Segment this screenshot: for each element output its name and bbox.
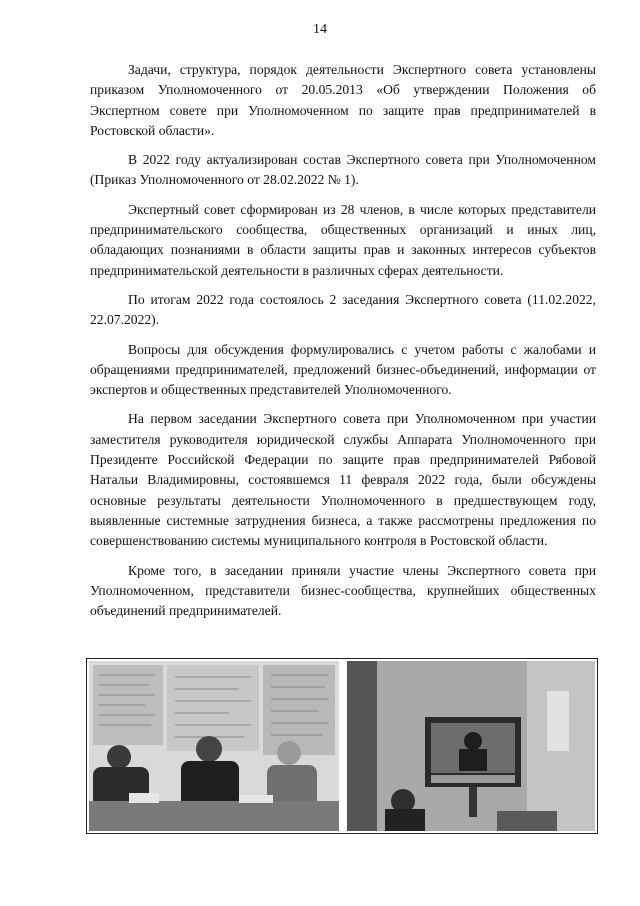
- paragraph-2: В 2022 году актуализирован состав Экспертного совета при Уполномоченном (Приказ Уполномоченного от 28.02.2022 № 1).: [90, 152, 596, 188]
- paragraph-5: Вопросы для обсуждения формулировались с учетом работы с жалобами и обращениями предпринимателей, предложений бизнес-объединений, информации от экспертов и общественных представителей Уполномоченного.: [90, 341, 596, 398]
- page-number: 14: [313, 22, 327, 37]
- meeting-photo-left: [89, 661, 341, 831]
- paragraph-3: Экспертный совет сформирован из 28 членов, в числе которых представители предпринимательского сообщества, общественных организаций и иных лиц, обладающих познаниями в области защиты прав и законных интересов субъектов предпринимательской деятельности в различных сферах деятельности.: [90, 201, 596, 278]
- photo-block: [86, 658, 598, 834]
- paragraph-7: Кроме того, в заседании приняли участие члены Экспертного совета при Уполномоченном, представители бизнес-сообщества, крупнейших общественных объединений предпринимателей.: [90, 562, 596, 619]
- meeting-photo-right: [347, 661, 595, 831]
- paragraph-4: По итогам 2022 года состоялось 2 заседания Экспертного совета (11.02.2022, 22.07.2022).: [90, 291, 596, 328]
- document-body: [90, 60, 596, 630]
- paragraph-1: Задачи, структура, порядок деятельности Экспертного совета установлены приказом Уполномоченного от 20.05.2013 «Об утверждении Положения об Экспертном совете при Уполномоченном по защите прав предпринимателей в Ростовской области».: [90, 62, 596, 138]
- paragraph-6: На первом заседании Экспертного совета при Уполномоченном при участии заместителя руководителя юридической службы Аппарата Уполномоченного при Президенте Российской Федерации по защите прав предпринимателей Рябовой Натальи Владимировны, состоявшемся 11 февраля 2022 года, были обсуждены основные результаты деятельности Уполномоченного в предшествующем году, выявленные системные затруднения бизнеса, а также рассмотрены предложения по совершенствованию системы муниципального контроля в Ростовской области.: [90, 411, 596, 549]
